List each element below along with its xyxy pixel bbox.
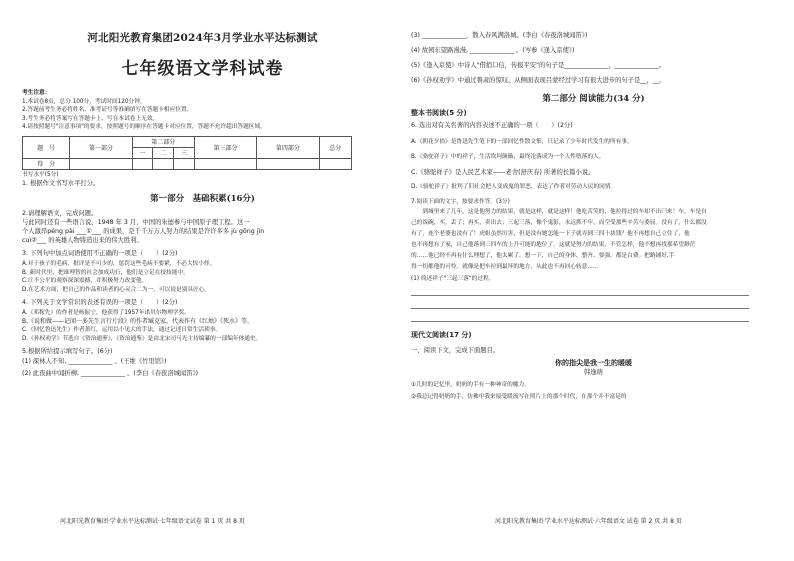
q4-option-c: C.《回忆鲁迅先生》作者萧红，运用以小见大的手法，通过记述日常生活琐事。 <box>22 327 222 333</box>
question-5: 5.根据所给提示填写句子。(6分) <box>22 348 113 355</box>
score-table-sub-3: 三 <box>174 147 195 158</box>
q3-option-b: B. 新时代里，把谁理智的社会加成功行，他们是立足在技技能中。 <box>22 269 189 276</box>
page-footer-left: 河北阳光教育集团·学业水平达标测试·七年级语文试卷 第 1 页 共 8 页 <box>60 518 245 525</box>
q2-line-3: cuì②___ 的英雄人物铸造出来的伟大胜利。 <box>22 237 143 244</box>
q7-text-5: 的……他已经不再有什么理想了，他太累了，想一下，自己的身体、整齐、要强，都是白费。把路铺好,手 <box>411 252 675 259</box>
score-table-header-total: 总分 <box>319 136 351 158</box>
score-table-header-p2: 第二部分 <box>132 136 194 147</box>
q4-option-d: D.《孙权劝学》节选自《资治通鉴》，《资治通鉴》是由北宋司马光主持编纂的一部编年体通史。 <box>22 335 262 342</box>
score-cell <box>174 158 195 169</box>
subsection-modern-reading: 现代文阅读(17 分) <box>411 331 472 339</box>
notice-4: 4.请按照题号"注意事项"的要求，按照题号的顺序在答题卡对应位置，答题不允许超出答题区域。 <box>22 124 266 130</box>
q4-option-b: B.《说和做——记闻一多先生言行片段》的作者臧克家，代表作有《红烛》《死水》等。 <box>22 317 254 325</box>
subsection-book-reading: 整本书阅读(5 分) <box>411 109 467 117</box>
reading-intro: 一、阅读下文，完成下面题目。 <box>411 347 500 354</box>
question-1: 1. 根据作文书写水平打分。 <box>22 180 100 187</box>
answer-line-1 <box>411 295 749 296</box>
score-table <box>22 136 352 170</box>
exam-title: 七年级语文学科试卷 <box>121 59 284 79</box>
writing-label: 书写水平(5分) <box>22 171 59 178</box>
q6-option-b: B.《骆驼祥子》中的祥子，生活坎坷颠簸，最终沦落成为一个人性堕落的人。 <box>411 154 605 160</box>
q6-option-c: C.《骆驼祥子》是人民艺术家——老舍(舒庆春) 所著的长篇小说。 <box>411 169 595 176</box>
question-6: 6. 选出对有关名著的内容表述不正确的一项（ ）(2分) <box>411 122 573 129</box>
q5-line-6: (6)《孙权劝学》中通过鲁肃的惊叹，从侧面表现吕蒙经过学习有很大进步的句子是__，__。 <box>411 77 666 84</box>
score-row-label: 得 分 <box>23 158 70 169</box>
q5-line-1: (1) 深林人不知, ______________ 。(王维《竹里馆》) <box>22 358 167 365</box>
score-table-sub-1: 一 <box>132 147 153 158</box>
part1-title: 第一部分 基础积累(16分) <box>150 194 255 204</box>
q7-text-2: 己的饭碗，买，丢了；再买，卖出去；三起三落，像个鬼影，永远抓不牢，而空受那些辛苦与委屈。没有了，什么都没 <box>411 219 707 226</box>
exam-header: 河北阳光教育集团2024年3月学业水平达标测试 <box>87 32 318 44</box>
q7-text-3: 有了，连个老婆也没有了！虎姐虽然厉害，但是没有她怎能一下子就弄到三四十块钱？他不再想自己立住了，他 <box>411 230 690 237</box>
score-cell <box>153 158 174 169</box>
score-cell <box>70 158 132 169</box>
q5-line-3: (3) ______________，散入春风满洛城。(李白《春夜洛城闻笛》) <box>411 32 588 39</box>
score-table-header-p4: 第四部分 <box>257 136 319 158</box>
score-table-header-no: 题 号 <box>23 136 70 158</box>
score-table-header-p1: 第一部分 <box>70 136 132 158</box>
page-right <box>397 0 794 561</box>
q6-option-d: D.《骆驼祥子》批判了旧社会把人变成鬼的罪恶，表达了作者对劳动人民的同情。 <box>411 184 617 190</box>
article-para-2: ②我总记得奶奶的手，仿佛中我来接受暖流写在照片上的那个时代，在那个并不富足的 <box>411 394 627 400</box>
q7-text-6: 得一切都他的可怜。就像是把车拉到最坏的地方，从此也不再回心转意…… <box>411 263 599 270</box>
score-cell <box>194 158 256 169</box>
q3-option-c: C.让不公平的观察深深震撼，并积极努力改变他。 <box>22 278 148 284</box>
notice-3: 3.考生务必将答案写在答题卡上，写在本试卷上无效。 <box>22 115 159 122</box>
notice-1: 1.本试卷8页，总分 100分，考试时间120分钟。 <box>22 98 146 105</box>
q5-line-4: (4) 故园东望路漫漫, ______________ 。(岑参《逢入京使》) <box>411 47 575 54</box>
answer-line-3 <box>411 321 749 322</box>
question-2: 2.请理解语文，完成问题。 <box>22 210 98 217</box>
question-7: 7.阅读下面的文字，按要求作答。(3分) <box>411 199 510 205</box>
q7-sub-1: (1) 简述祥子"三起三落"的过程。 <box>411 275 495 282</box>
q2-line-2: 个人激昂péng pài ___①___ 的成果，是千千万万人努力的结果是许许多多 jù gōng jìn <box>22 228 265 235</box>
score-cell <box>257 158 319 169</box>
question-4: 4. 下列关于文学常识的表述有误的一项是（ ）(2分) <box>22 299 178 306</box>
notice-2: 2.答题前考生务必将姓名、准考证号等准确填写在答题卡相应位置。 <box>22 107 193 113</box>
q5-line-2: (2) 此夜曲中闻折柳, ______________ 。(李白《春夜洛城闻笛》) <box>22 370 199 377</box>
article-para-1: ①儿时的记忆里，奶奶的手有一种神奇的魔力。 <box>411 382 530 388</box>
q5-line-5: (5)《逢入京使》中诗人"借捎口信，传报平安"的句子是______________，______________。 <box>411 62 665 69</box>
article-author: 韩逸萌 <box>584 369 603 376</box>
q2-line-1: 与此同时还有一些语言说，1948 年 3 月，中国的朱德参与中国原子理工程。这一 <box>22 219 250 226</box>
q6-option-a: A.《朝花夕拾》是鲁迅先生笔下的一部回忆性散文集，只记录了少年时代发生的所有事。 <box>411 139 633 145</box>
question-3: 3. 下列句中加点词语使用不正确的一项是（ ）(2分) <box>22 250 178 257</box>
score-table-header-p3: 第三部分 <box>194 136 256 158</box>
page-footer-right: 河北阳光教育集团·学业水平达标测试·六年级语文 试卷 第 2 页 共 8 页 <box>495 518 682 525</box>
score-table-sub-2: 二 <box>153 147 174 158</box>
q7-text-4: 也不再想有了家，自己他落到三四车的上升可能的地位了。这就是努力的结果，不管怎样，他不想再找那希望渺茫 <box>411 241 696 248</box>
q7-text-1: 到城里来了几年，这是他努力的结果，就是这样，就是这样！他吃苦笑的，他拉得过的车却不出门来！车，车是自 <box>411 208 707 215</box>
q3-option-d: D.在艺术方面，把自己的作品和读者的心灵合二为一，可以说是别具匠心。 <box>22 286 211 293</box>
score-cell <box>319 158 351 169</box>
notice-title: 考生注意： <box>22 90 51 96</box>
score-cell <box>132 158 153 169</box>
q3-option-a: A.对于孩子的毛病，批评是不可少的，惩罚这些毛病不要紧，不必大惊小怪。 <box>22 261 216 267</box>
article-title: 你的指尖是我一生的暖暖 <box>555 359 632 367</box>
answer-line-2 <box>411 308 749 309</box>
part2-title: 第二部分 阅读能力(34 分) <box>542 94 645 104</box>
q4-option-a: A.《邓稼先》的作者是杨振宁，他获得了1957年诺贝尔物理学奖。 <box>22 310 190 316</box>
